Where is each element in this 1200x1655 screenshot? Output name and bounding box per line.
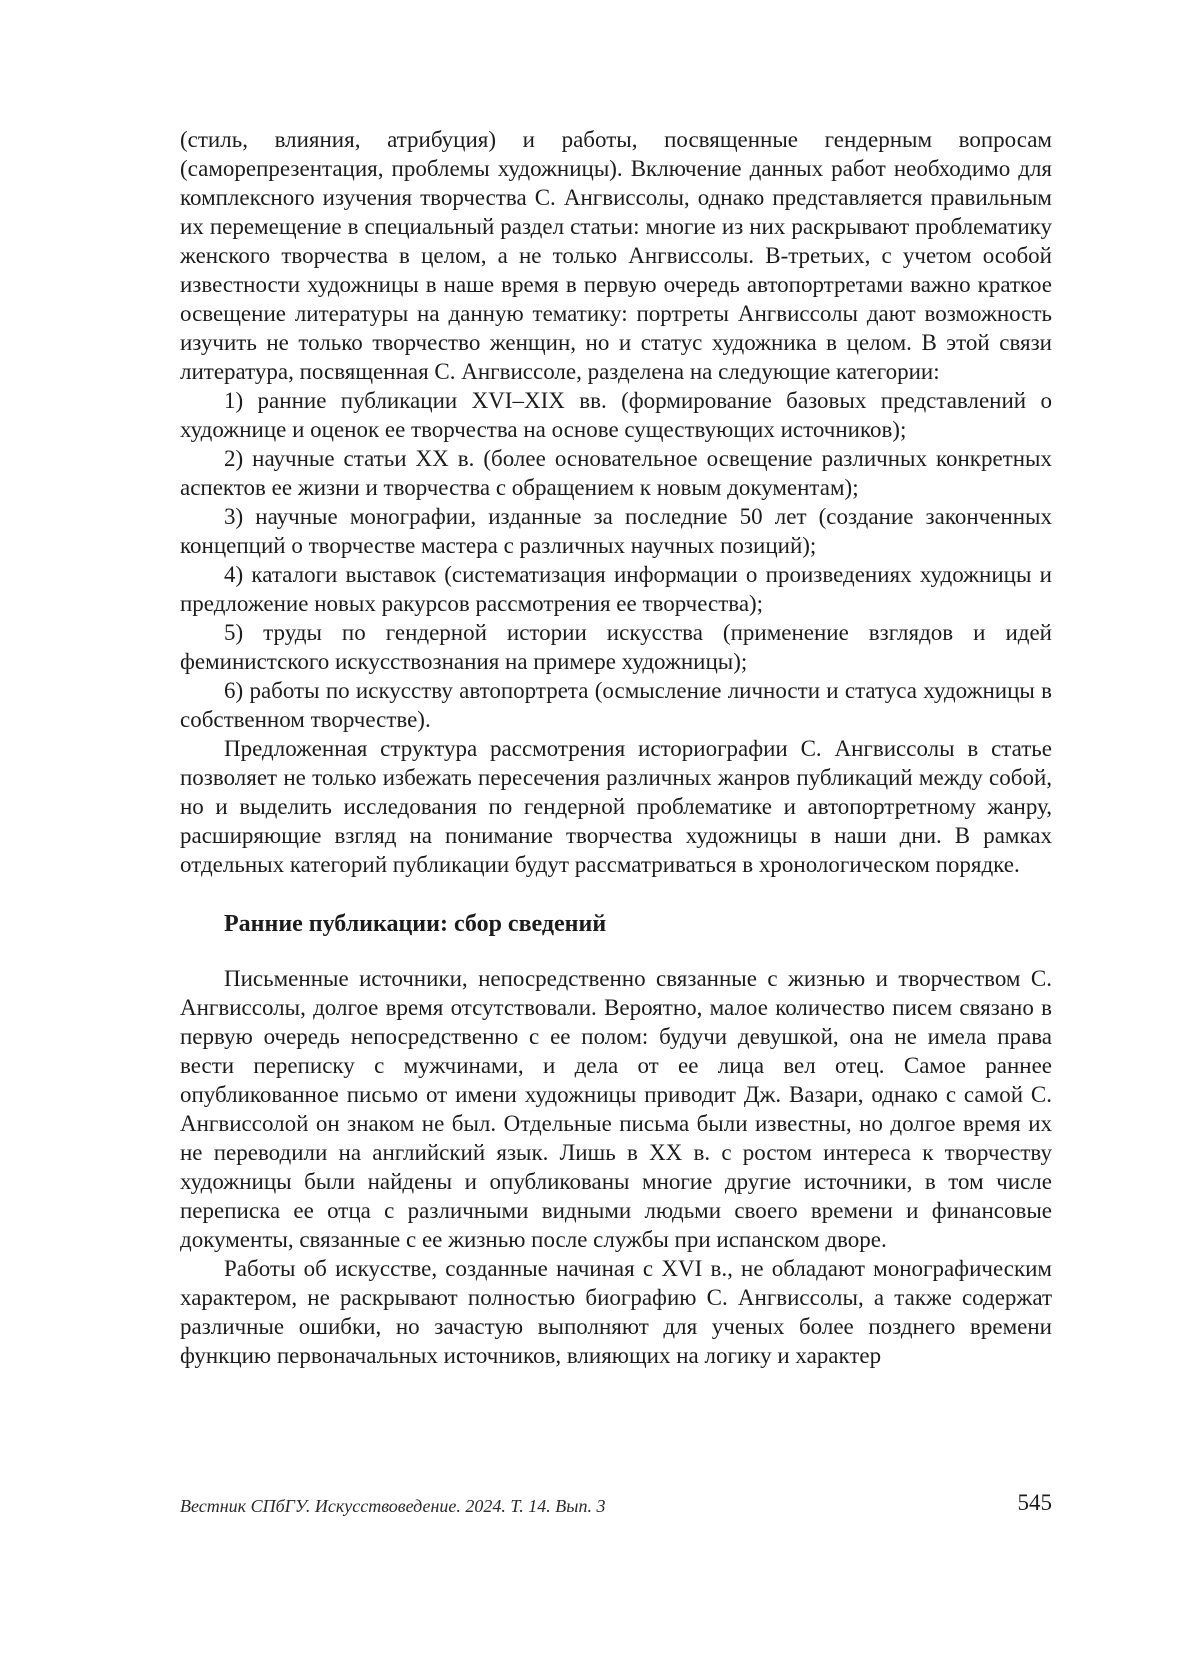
list-item: 1) ранние публикации XVI–XIX вв. (формирование базовых представлений о художнице и оценок ее творчества на основе существующих источников); <box>180 388 1052 442</box>
page-footer <box>180 1490 1052 1520</box>
list-item: 3) научные монографии, изданные за последние 50 лет (создание законченных концепций о творчестве мастера с различных научных позиций); <box>180 504 1052 558</box>
list-item: 4) каталоги выставок (систематизация информации о произведениях художницы и предложение новых ракурсов рассмотрения ее творчества); <box>180 562 1052 616</box>
list-item: 6) работы по искусству автопортрета (осмысление личности и статуса художницы в собственном творчестве). <box>180 678 1052 732</box>
journal-citation: Вестник СПбГУ. Искусствоведение. 2024. Т. 14. Вып. 3 <box>180 1496 606 1516</box>
paragraph: Работы об искусстве, созданные начиная с XVI в., не обладают монографическим характером, не раскрывают полностью биографию С. Ангвиссолы, а также содержат различные ошибки, но зачастую выполняют для ученых более позднего времени функцию первоначальных источников, влияющих на логику и характер <box>180 1256 1052 1368</box>
paragraph: Предложенная структура рассмотрения историографии С. Ангвиссолы в статье позволяет не только избежать пересечения различных жанров публикаций между собой, но и выделить исследования по гендерной проблематике и автопортретному жанру, расширяющие взгляд на понимание творчества художницы в наши дни. В рамках отдельных категорий публикации будут рассматриваться в хронологическом порядке. <box>180 736 1052 877</box>
list-item: 2) научные статьи XX в. (более основательное освещение различных конкретных аспектов ее жизни и творчества с обращением к новым документам); <box>180 446 1052 500</box>
paragraph: (стиль, влияния, атрибуция) и работы, посвященные гендерным вопросам (саморепрезентация, проблемы художницы). Включение данных работ необходимо для комплексного изучения творчества С. Ангвиссолы, однако представляется правильным их перемещение в специальный раздел статьи: многие из них раскрывают проблематику женского творчества в целом, а не только Ангвиссолы. В-третьих, с учетом особой известности художницы в наше время в первую очередь автопортретами важно краткое освещение литературы на данную тематику: портреты Ангвиссолы дают возможность изучить не только творчество женщин, но и статус художника в целом. В этой связи литература, посвященная С. Ангвиссоле, разделена на следующие категории: <box>180 127 1052 384</box>
paragraph: Письменные источники, непосредственно связанные с жизнью и творчеством С. Ангвиссолы, долгое время отсутствовали. Вероятно, малое количество писем связано в первую очередь непосредственно с ее полом: будучи девушкой, она не имела права вести переписку с мужчинами, и дела от ее лица вел отец. Самое раннее опубликованное письмо от имени художницы приводит Дж. Вазари, однако с самой С. Ангвиссолой он знаком не был. Отдельные письма были известны, но долгое время их не переводили на английский язык. Лишь в XX в. с ростом интереса к творчеству художницы были найдены и опубликованы многие другие источники, в том числе переписка ее отца с различными видными людьми своего времени и финансовые документы, связанные с ее жизнью после службы при испанском дворе. <box>180 966 1052 1252</box>
section-heading: Ранние публикации: сбор сведений <box>224 911 607 937</box>
main-text <box>180 125 1052 1370</box>
list-item: 5) труды по гендерной истории искусства (применение взглядов и идей феминистского искусствознания на примере художницы); <box>180 620 1052 674</box>
page-number: 545 <box>1017 1490 1052 1515</box>
